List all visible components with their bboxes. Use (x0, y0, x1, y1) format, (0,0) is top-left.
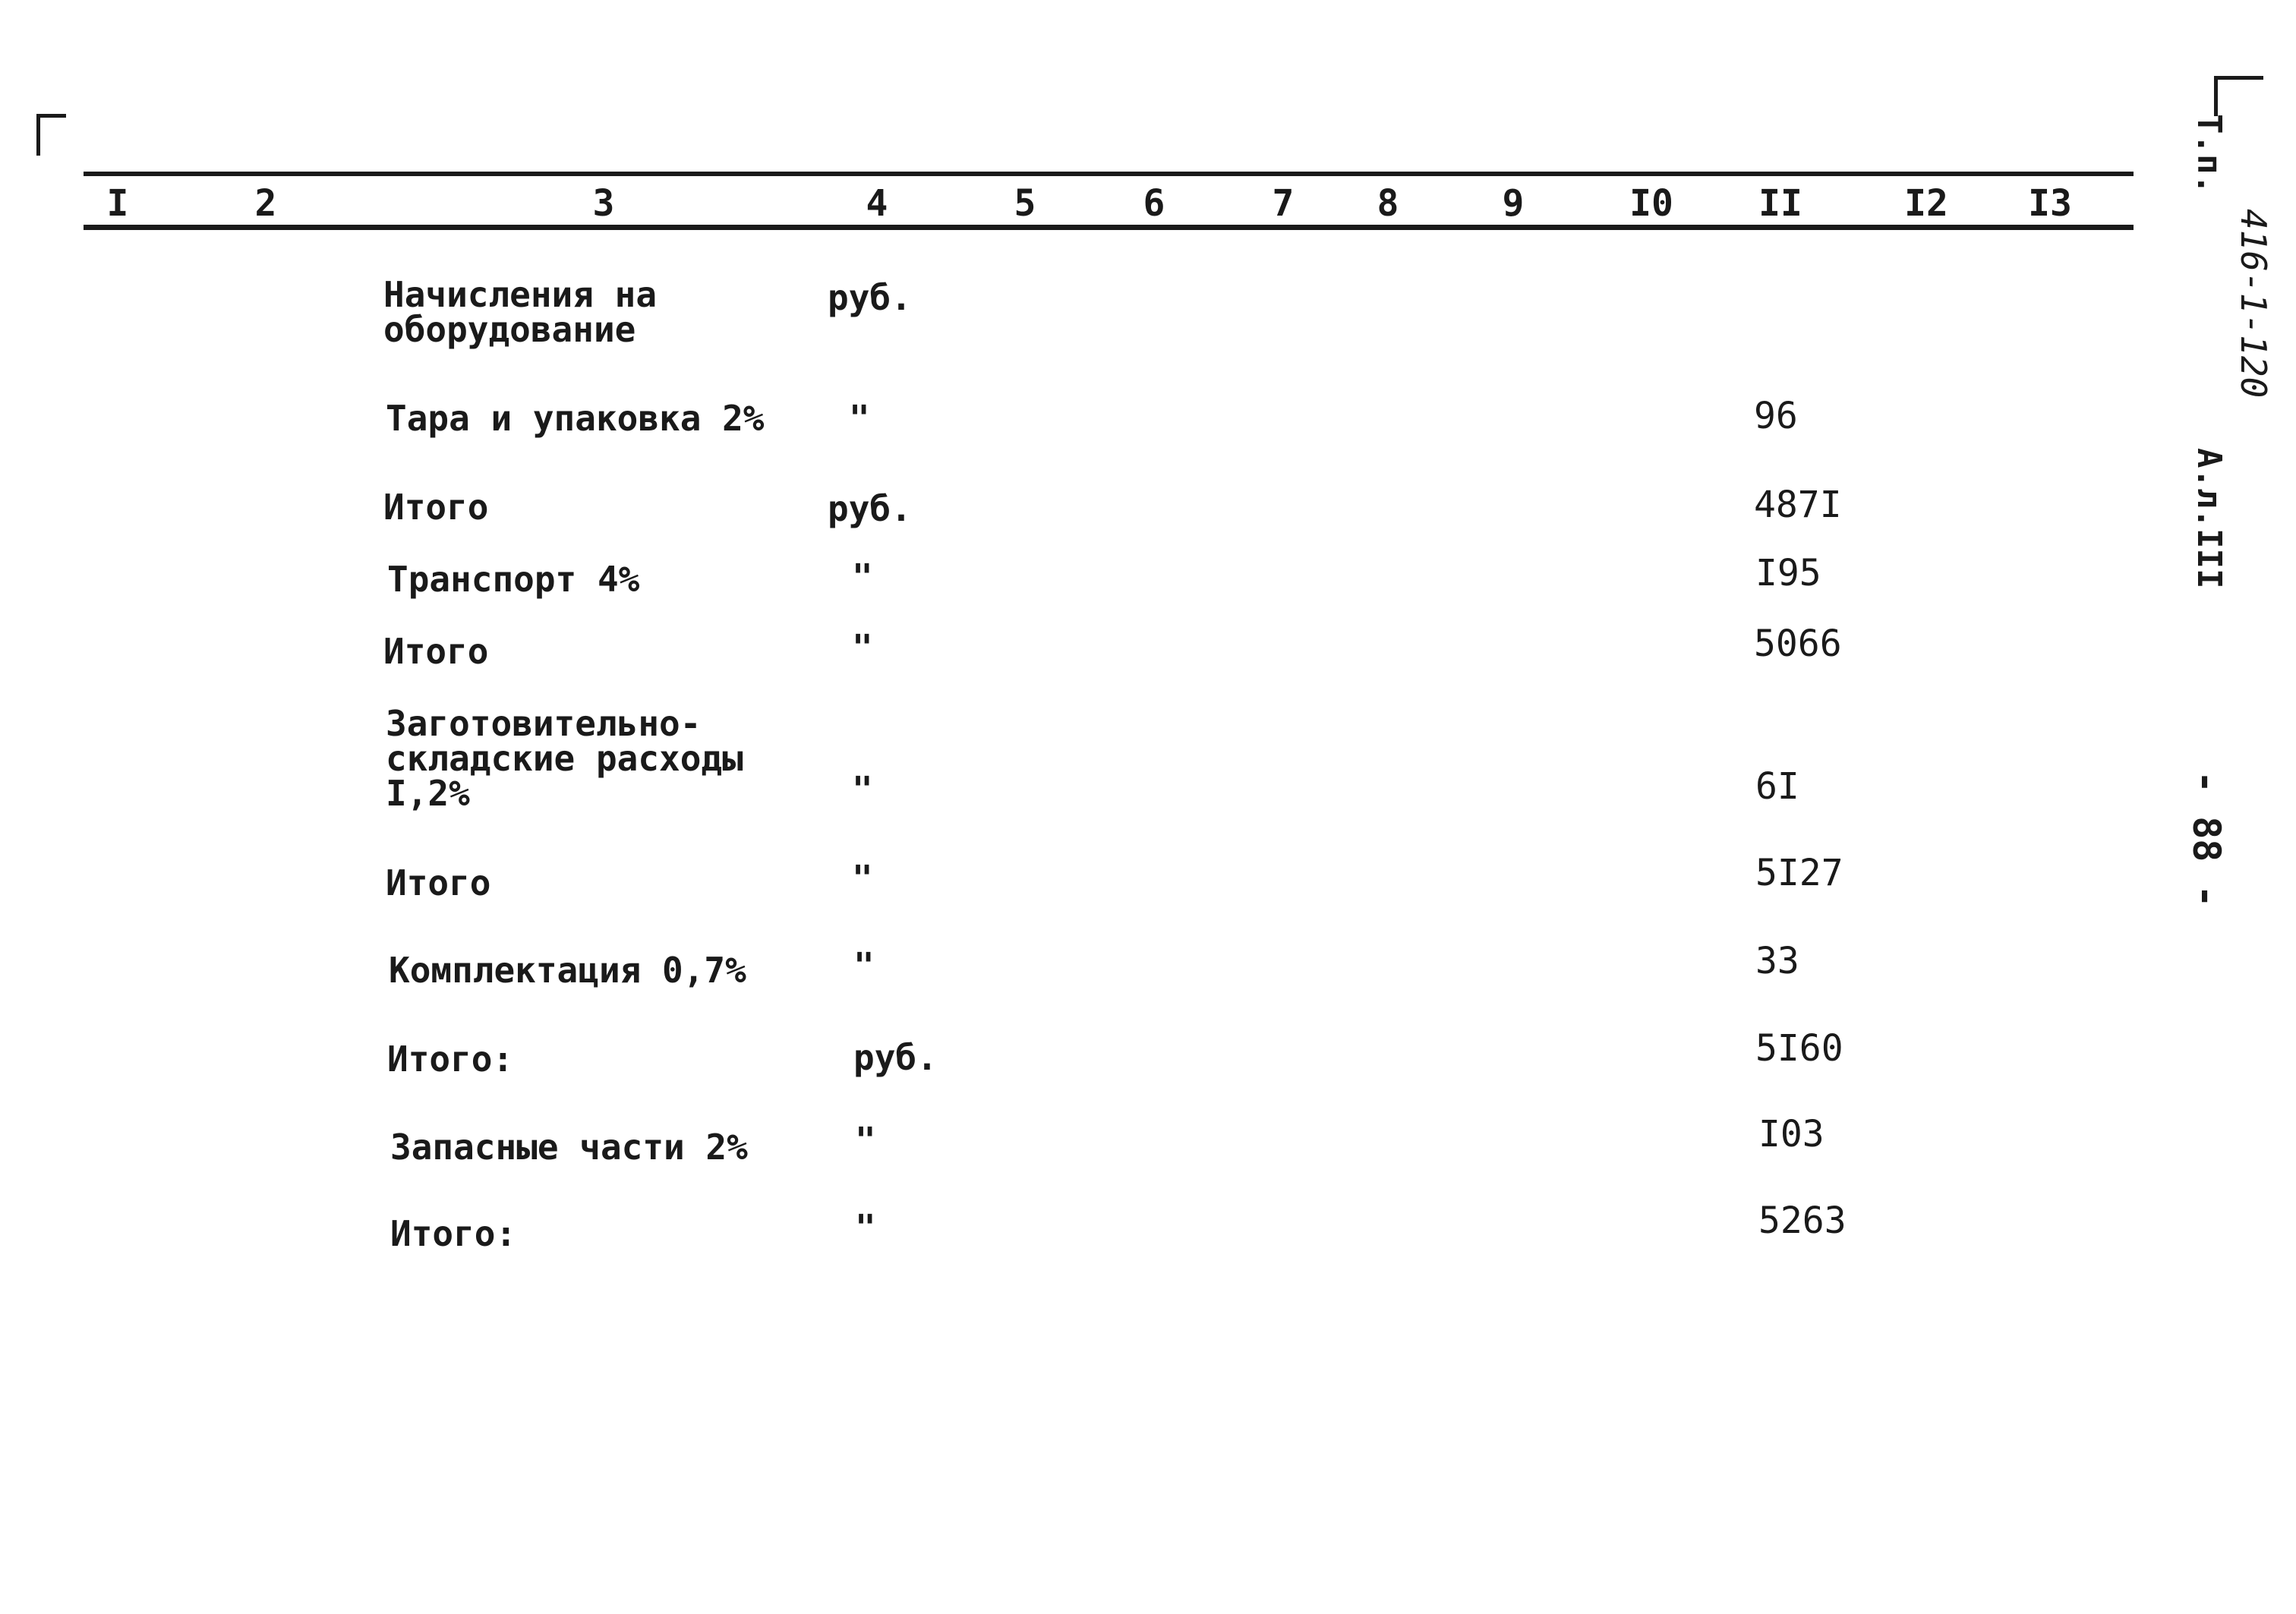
row-name-storage-costs: Заготовительно- складские расходы I,2% (386, 703, 743, 814)
column-number-7: 7 (1272, 182, 1295, 225)
column-number-5: 5 (1014, 182, 1036, 225)
row-unit: " (855, 1120, 876, 1161)
row-unit: " (849, 398, 870, 439)
row-unit: руб. (828, 277, 912, 318)
row-name-transport: Транспорт 4% (387, 559, 640, 600)
row-unit: " (852, 858, 873, 899)
page-number: - 88 - (2184, 771, 2228, 908)
column-number-11: II (1758, 182, 1802, 225)
column-number-4: 4 (866, 182, 888, 225)
row-name-subtotal: Итого (383, 487, 489, 528)
row-unit: " (853, 945, 875, 986)
row-name-subtotal: Итого (383, 631, 489, 672)
column-number-3: 3 (592, 182, 615, 225)
row-unit: руб. (853, 1037, 938, 1078)
corner-mark-top-right (2214, 76, 2263, 116)
stamp-project-number: 416-1-120 (2233, 209, 2274, 399)
row-name-total: Итого: (387, 1039, 514, 1080)
column-number-1: I (106, 182, 129, 225)
row-unit: " (852, 556, 873, 597)
column-number-9: 9 (1502, 182, 1525, 225)
row-value: 5263 (1758, 1199, 1847, 1242)
row-value: 5066 (1754, 623, 1842, 665)
row-name-total: Итого: (390, 1213, 517, 1254)
row-name-subtotal: Итого (386, 862, 491, 903)
row-unit: " (855, 1207, 876, 1248)
row-unit: " (852, 627, 873, 668)
table-header-top-rule (84, 172, 2134, 176)
row-unit: " (852, 769, 873, 810)
row-value: 96 (1754, 395, 1798, 437)
row-name-packaging: Тара и упаковка 2% (386, 398, 765, 439)
row-name-spare-parts: Запасные части 2% (390, 1127, 748, 1168)
row-value: 487I (1754, 484, 1842, 526)
row-value: 5I27 (1755, 852, 1843, 894)
column-number-8: 8 (1377, 182, 1399, 225)
row-value: 6I (1755, 765, 1799, 808)
row-unit: руб. (828, 488, 912, 529)
row-name-completion: Комплектация 0,7% (389, 950, 746, 991)
row-value: I95 (1755, 552, 1821, 594)
column-number-13: I3 (2028, 182, 2072, 225)
row-value: 33 (1755, 940, 1799, 982)
corner-mark-top-left (36, 114, 66, 156)
stamp-series: Т.п. (2190, 114, 2228, 194)
column-number-12: I2 (1904, 182, 1948, 225)
stamp-album: А.л.III (2190, 448, 2228, 589)
column-number-10: I0 (1629, 182, 1673, 225)
row-value: 5I60 (1755, 1027, 1843, 1070)
row-name-equipment-charges: Начисления на оборудование (383, 274, 658, 350)
table-header-bottom-rule (84, 225, 2134, 230)
column-number-6: 6 (1143, 182, 1165, 225)
row-value: I03 (1758, 1113, 1824, 1155)
column-number-2: 2 (254, 182, 277, 225)
